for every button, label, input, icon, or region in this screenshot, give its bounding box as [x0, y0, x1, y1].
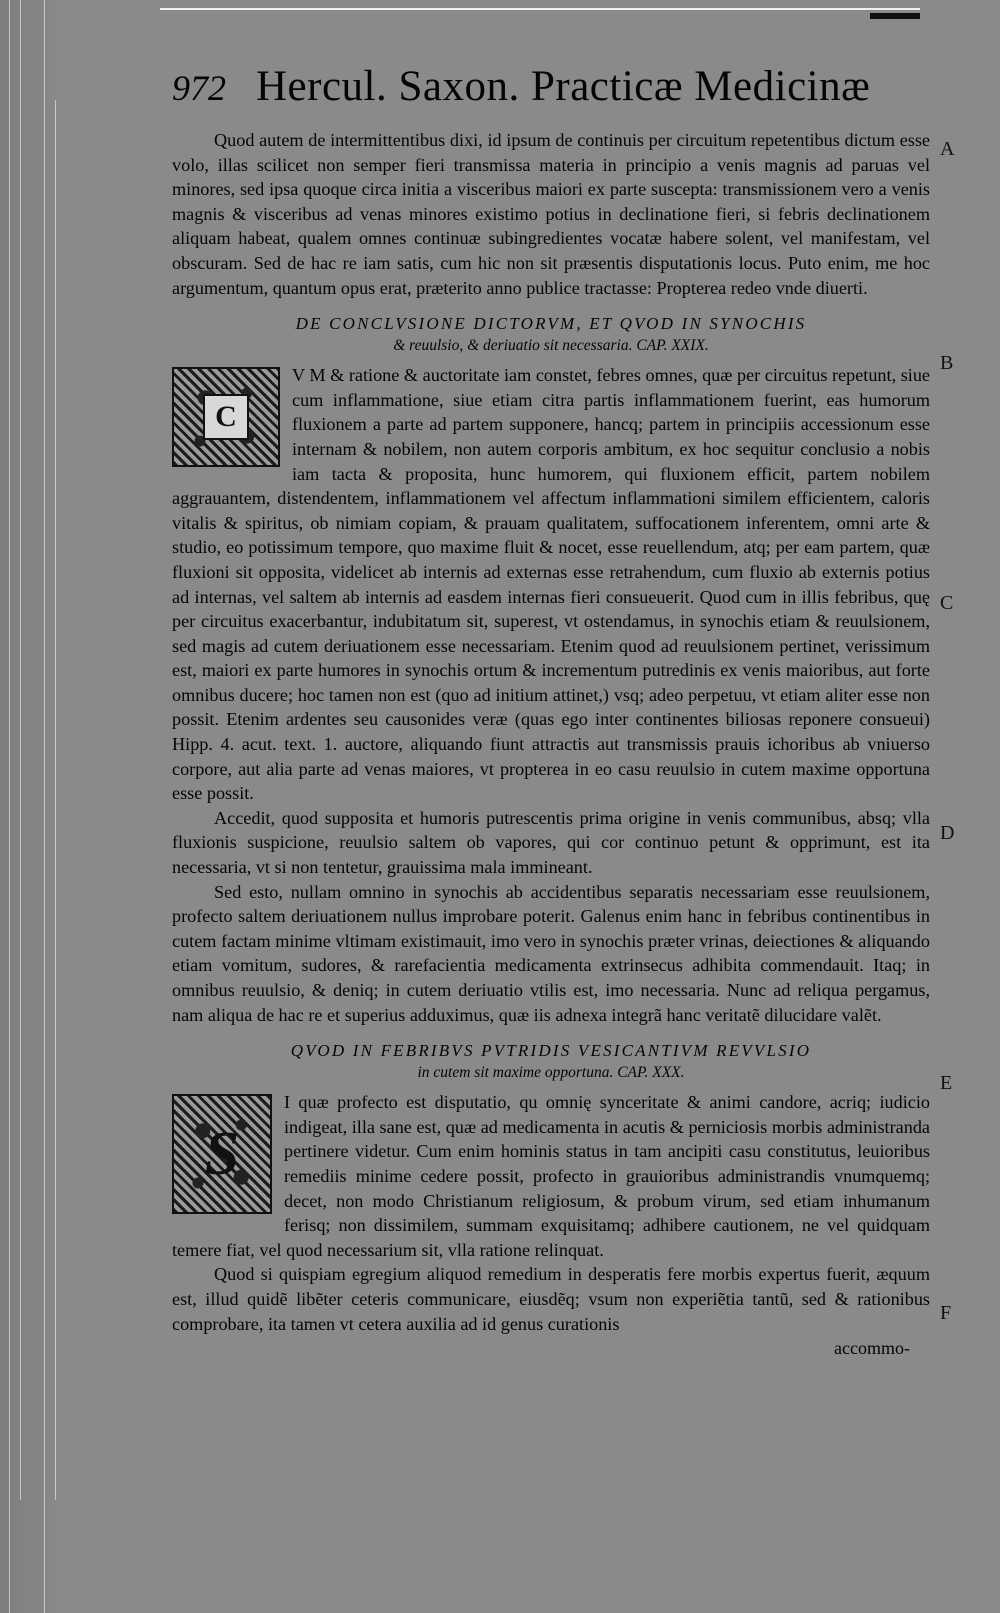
top-rule-mark [870, 13, 920, 19]
scan-line [20, 0, 21, 1500]
margin-letter-f: F [940, 1302, 952, 1324]
paragraph: Sed esto, nullam omnino in synochis ab accidentibus separatis necessariam esse reuulsionem, profecto saltem deriuationem nullus improbare poterit. Galenus enim hanc in febribus continentibus in cutem factam minime vltimam existimauit, imo vero in synochis præter vrinas, deiectiones & aliquando etiam vomitum, sudores, & rarefacientia medicamenta extrinsecus adhibita commendauit. Itaq; in omnibus reuulsio, & deniq; in cutem deriuatio vtilis est, imo necessaria. Nunc ad reliqua pergamus, nam aliqua de hac re et superius adduximus, quæ iis adnexa integrã hanc veritatẽ dilucidare valẽt. [172, 881, 930, 1025]
chapter-subheading: & reuulsio, & deriuatio sit necessaria. CAP. XXIX. [393, 337, 709, 355]
margin-letter-c: C [940, 592, 954, 614]
top-rule [160, 8, 920, 10]
paragraph: Quod si quispiam egregium aliquod remedium in desperatis fere morbis expertus fuerit, æquum est, illud quidẽ libẽter ceteris communicare, eiusdẽq; vsum non experiẽtia tantũ, sed & rationibus comprobare, ita tamen vt cetera auxilia ad id genus curationis [172, 1264, 930, 1334]
page [172, 62, 930, 1359]
paragraph: Quod autem de intermittentibus dixi, id ipsum de continuis per circuitum repetentibus dictum esse volo, illas scilicet non semper fieri transmissa materia in principio a venis magnis ad paruas vel minores, sed ipsa quoque circa initia a visceribus maiori ex parte suscepta: transmissionem vero a venis magnis & visceribus ad venas minores existimo potius in declinatione fieri, si febris declinationem aliquam habeat, qualem omnes continuæ subingredientes vocatæ habere solent, vel manifestam, vel obscuram. Sed de hac re iam satis, cum hic non sit præsentis disputationis locus. Puto enim, me hoc argumentum, quantum opus erat, præterito anno publice tractasse: Propterea redeo vnde diuerti. [172, 130, 930, 298]
page-title: Hercul. Saxon. Practicæ Medicinæ [256, 63, 871, 110]
chapter-subheading: in cutem sit maxime opportuna. CAP. XXX. [417, 1064, 685, 1082]
margin-letter-b: B [940, 352, 954, 374]
paragraph: V M & ratione & auctoritate iam constet, febres omnes, quæ per circuitus repetunt, siue cum inflammatione, siue etiam citra partis inflammationem fuerint, eas humorum fluxionem a parte ad partem supponere, hancq; partem in principiis accessionum esse internam & nobilem, non autem corporis ambitum, ex hoc sequitur conclusio a nobis iam tacta & proposita, hunc humorem, qui fluxionem efficit, partem nobilem aggrauantem, distendentem, inflammationem vel affectum inflammationi similem efficientem, caloris vitalis & spiritus, ob nimiam copiam, & prauam qualitatem, suffocationem inferentem, omni arte & studio, eo potissimum tempore, quo maxime fluit & nocet, esse reuellendum, atq; per eam partem, quæ fluxioni sit opposita, videlicet ab internis ad externas esse retrahendum, cum fluxio ab externis potius ad internas, vel saltem ab internis ad easdem internas fieri consueuerit. Quod cum in illis febribus, quę per circuitus exacerbantur, indubitatum sit, superest, vt ostendamus, in synochis etiam & reuulsionem, sed magis ad cutem deriuationem esse necessariam. Etenim quod ad reuulsionem pertinet, verissimum est, maiori ex parte humores in synochis ortum & incrementum putredinis ex venis maioribus, aut forte omnibus ducere; hoc tamen non est (quo ad initium attinet,) vsq; adeo perpetuu, vt etiam aliter esse non possit. Etenim ardentes seu causonides veræ (quas ego inter continentes biliosas reponere consueui) Hipp. 4. acut. text. 1. auctore, aliquando fiunt attractis aut transmissis prauis ichoribus ab vniuerso corpore, aut alia parte ad venas maiores, vt propterea in eo casu reuulsio in cutem maxime opportuna esse possit. [172, 365, 930, 804]
catchword: accommo- [834, 1338, 910, 1359]
initial-letter: S [204, 1119, 240, 1188]
paragraph: Accedit, quod supposita et humoris putrescentis prima origine in venis communibus, absq; vlla fluxionis suspicione, reuulsio saltem ob vapores, qui cor continuo petunt & opprimunt, est ita necessaria, vt si non tentetur, grauissima mala immineant. [172, 807, 930, 878]
chapter-heading: DE CONCLVSIONE DICTORVM, ET QVOD IN SYNOCHIS [295, 314, 807, 334]
chapter-heading: QVOD IN FEBRIBVS PVTRIDIS VESICANTIVM REVVLSIO [290, 1041, 812, 1061]
margin-letter-a: A [940, 138, 955, 160]
page-number: 972 [172, 68, 226, 108]
running-head [172, 62, 930, 128]
scan-line [55, 100, 56, 1500]
margin-letter-e: E [940, 1072, 953, 1094]
decorated-initial [172, 367, 280, 467]
margin-letter-d: D [940, 822, 955, 844]
scan-line [9, 0, 10, 1613]
initial-letter: C [203, 394, 249, 440]
scan-line [44, 0, 45, 1613]
paragraph: I quæ profecto est disputatio, qu omnię synceritate & animi candore, acriq; iudicio indigeat, illa sane est, quæ ad medicamenta in acutis & perniciosis morbis administranda pertinere videtur. Cum enim hominis status in tam ancipiti casu constitutus, leuioribus remediis minime cedere possit, profecto in grauioribus administrandis vnumquemq; decet, non modo Christianum religiosum, & probum virum, sed etiam inhumanum ferisq; non dissimilem, summam exquisitamq; adhibere cautionem, ne vel quidquam temere fiat, vel quod necessarium sit, vlla ratione relinquat. [172, 1092, 930, 1260]
decorated-initial [172, 1094, 272, 1214]
